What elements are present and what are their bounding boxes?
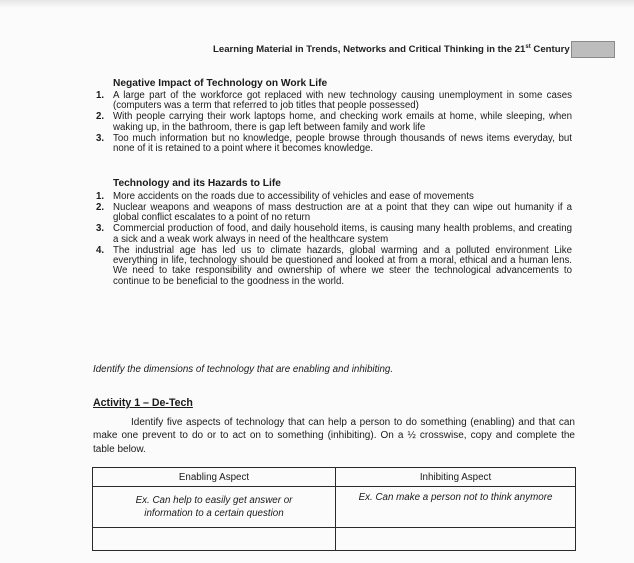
header-color-bar	[571, 41, 615, 58]
list-item: 4. The industrial age has led us to climate hazards, global warming and a polluted environment Like everything in life, technology should be questioned and looked at from a moral, ethical and a human lens. We need to take responsibility and ownership of where we steer the technological advancements to continue to be beneficial to the goodness in the world.	[96, 244, 572, 287]
table-row	[93, 528, 576, 551]
header-enabling: Enabling Aspect	[93, 468, 336, 487]
table-row	[93, 487, 576, 528]
cell-empty	[336, 528, 576, 551]
hazards-list	[96, 192, 572, 288]
page-edge	[0, 0, 634, 8]
list-item: 3. Too much information but no knowledge, people browse through thousands of news items everyday, but none of it is retained to a point where it becomes knowledge.	[96, 132, 572, 155]
page-header-title: Learning Material in Trends, Networks and Critical Thinking in the 21st Century	[213, 44, 570, 56]
list-item: 1. A large part of the workforce got replaced with new technology causing unemployment in some cases (computers was a term that referred to job titles that people possessed)	[96, 90, 572, 112]
list-item: 2. Nuclear weapons and weapons of mass destruction are at a point that they can wipe out humanity if a global conflict escalates to a point of no return	[96, 201, 572, 224]
list-item: 2. With people carrying their work laptops home, and checking work emails at home, while sleeping, when waking up, in the bathroom, there is gap left between family and work life	[96, 111, 572, 133]
list-item: 3. Commercial production of food, and daily household items, is causing many health problems, and creating a sick and a weak work always in need of the healthcare system	[96, 223, 572, 245]
section-title-negative-impact: Negative Impact of Technology on Work Life	[113, 78, 328, 89]
section-title-hazards: Technology and its Hazards to Life	[113, 178, 281, 189]
cell-empty	[93, 528, 336, 551]
aspects-table	[92, 467, 576, 551]
instruction-text: Identify the dimensions of technology that are enabling and inhibiting.	[93, 364, 394, 375]
header-inhibiting: Inhibiting Aspect	[336, 468, 576, 487]
activity-instructions: Identify five aspects of technology that can help a person to do something (enabling) and that can make one prevent to do or to act on to something (inhibiting). On a ½ crosswise, copy and complete the table below.	[93, 417, 575, 455]
list-item: 1. More accidents on the roads due to accessibility of vehicles and ease of movements	[96, 191, 474, 202]
activity-title: Activity 1 – De-Tech	[93, 397, 193, 409]
table-header-row	[93, 468, 576, 487]
negative-impact-list	[96, 91, 572, 155]
cell-inhibiting-example: Ex. Can make a person not to think anymore	[336, 487, 576, 528]
cell-enabling-example: Ex. Can help to easily get answer or information to a certain question	[93, 487, 336, 528]
